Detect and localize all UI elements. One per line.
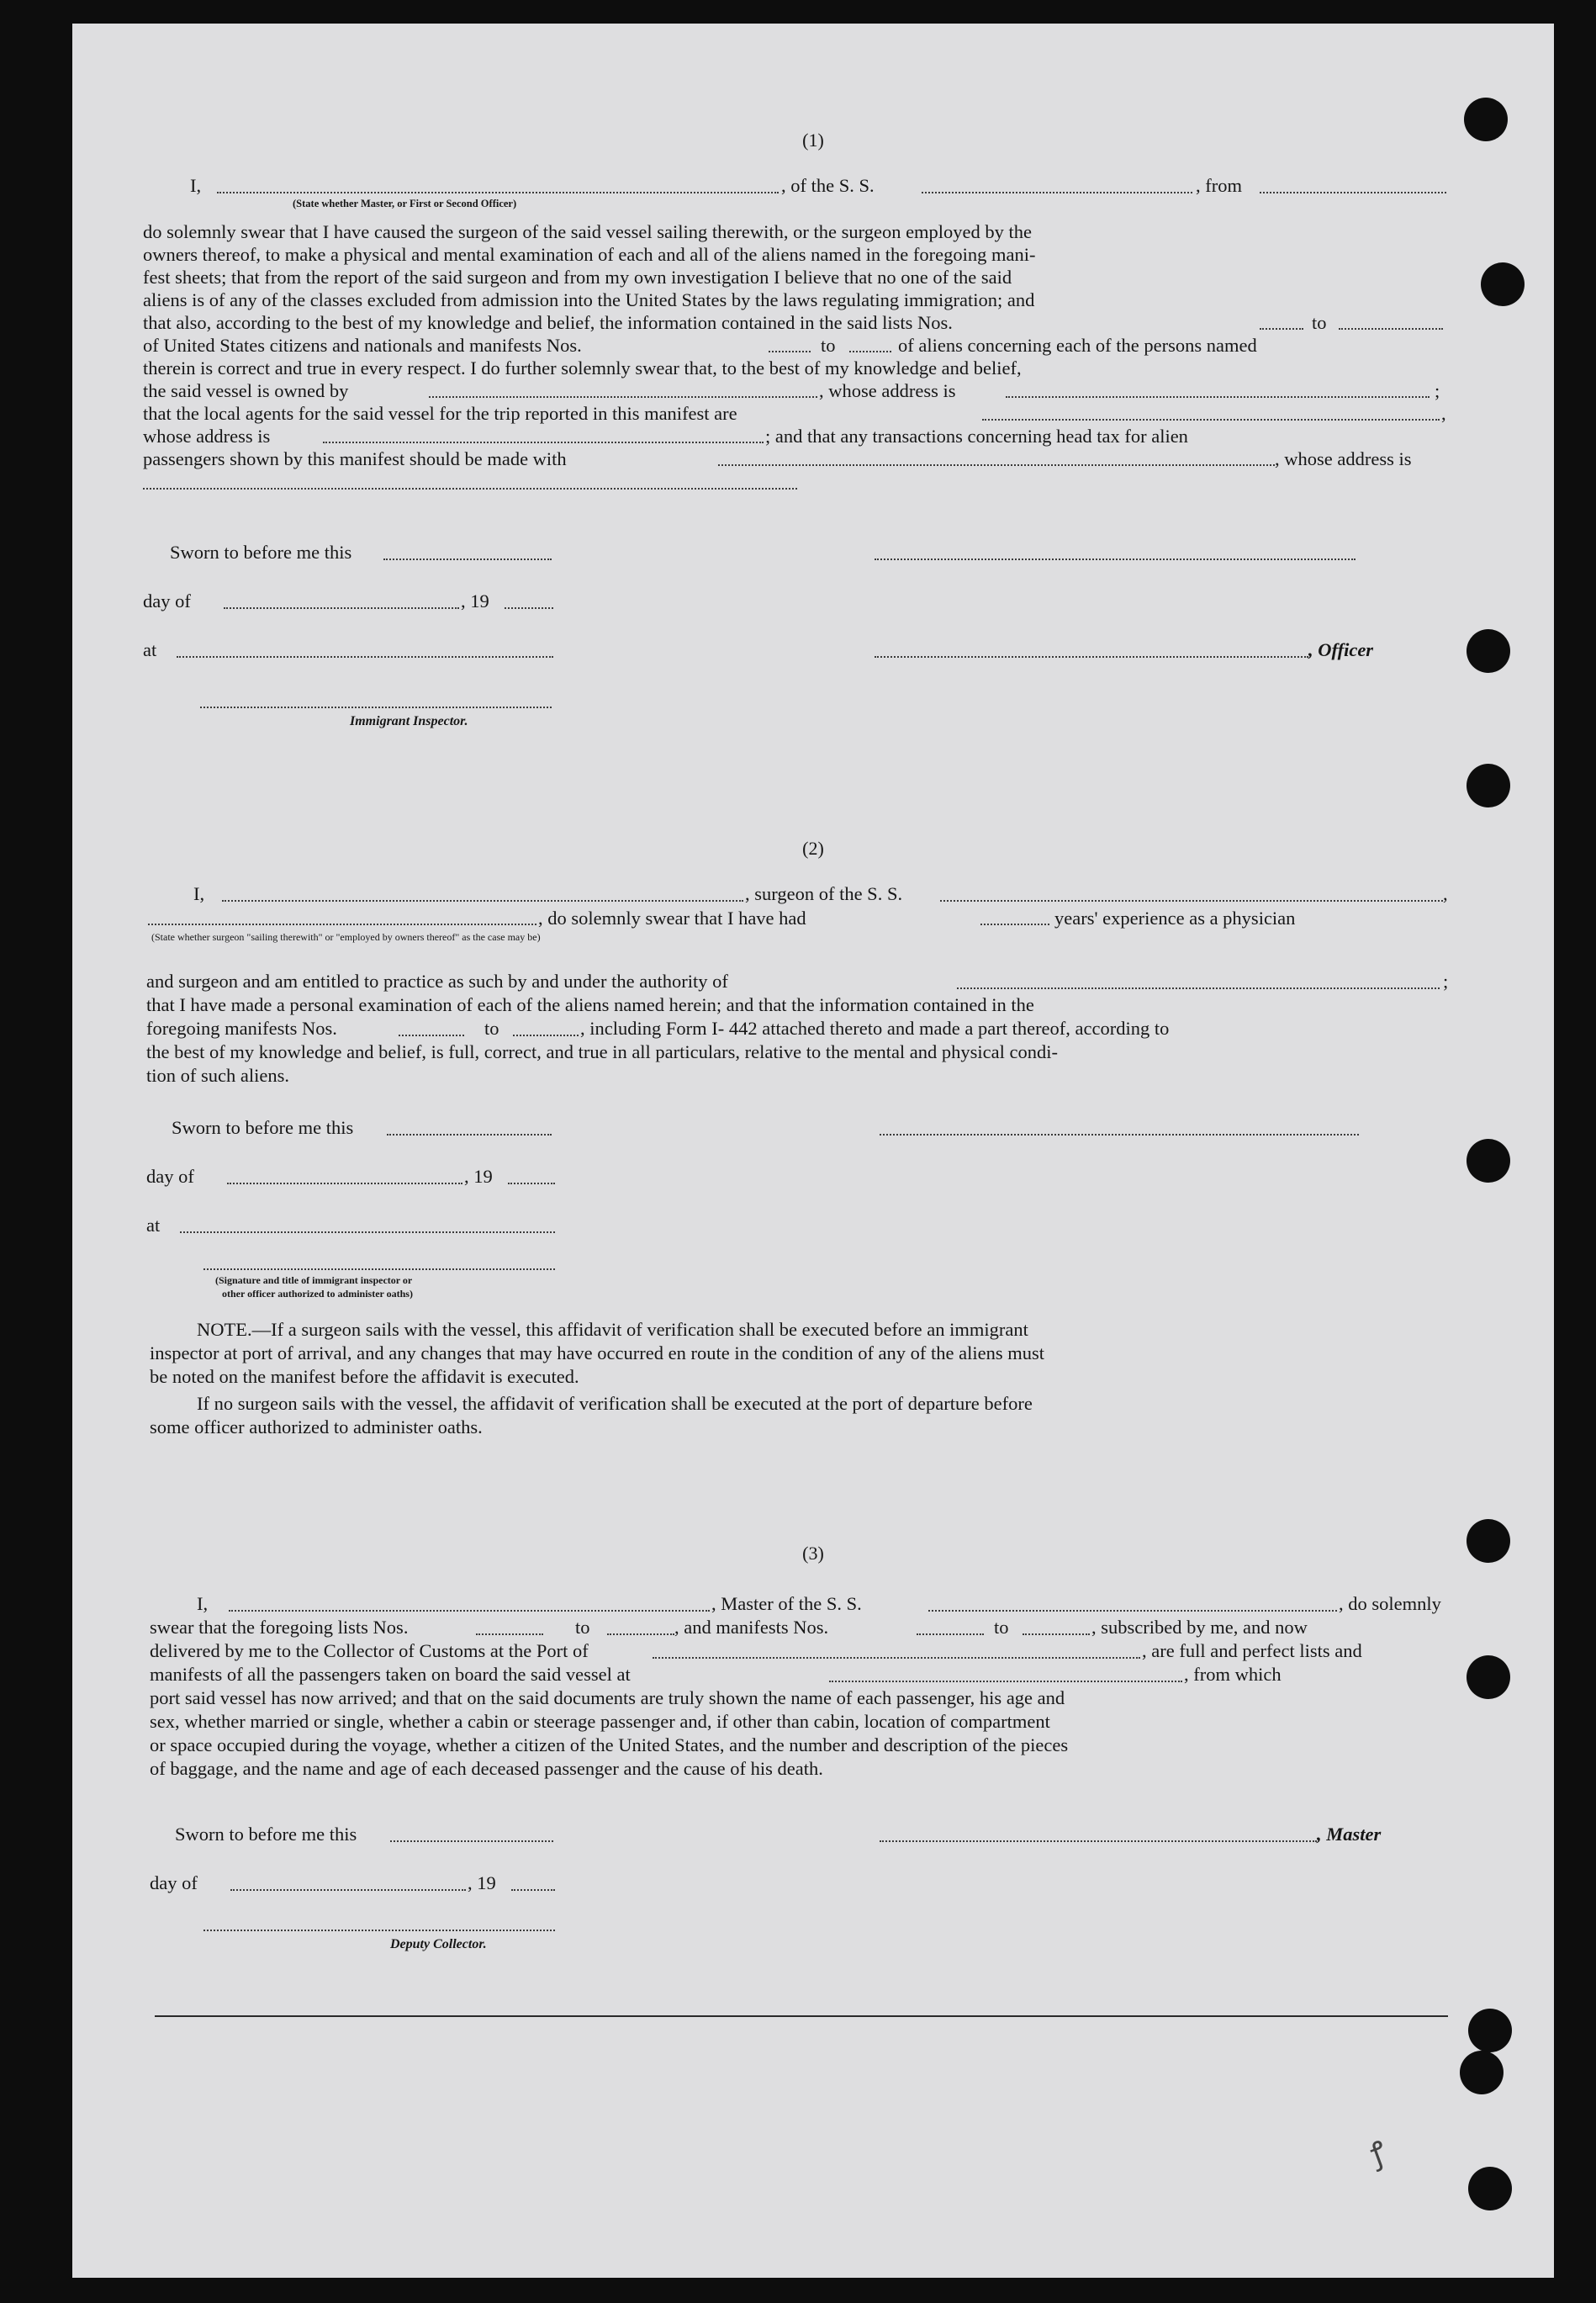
s1-body-line-7: therein is correct and true in every respect. I do further solemnly swear that, to the best of my knowledge and belief, (143, 357, 1022, 379)
s1-agents-address-field[interactable] (323, 442, 764, 443)
s3-day-field[interactable] (230, 1889, 466, 1891)
binder-hole-4 (1467, 764, 1510, 807)
s1-owner-field[interactable] (429, 396, 817, 398)
s1-agents-field[interactable] (982, 419, 1440, 421)
s1-whose-address-2: whose address is (143, 426, 271, 447)
s1-sworn-field[interactable] (383, 559, 552, 560)
s2-year-field[interactable] (508, 1183, 555, 1184)
s1-lists-from-field[interactable] (1260, 328, 1303, 330)
s1-body-line-4: aliens is of any of the classes excluded from admission into the United States by the laws regulating immigration; and (143, 289, 1035, 310)
binder-hole-5 (1467, 1139, 1510, 1183)
s1-officer-sign-field[interactable] (875, 656, 1308, 658)
s2-inspector-field[interactable] (203, 1268, 555, 1270)
s1-officer-field[interactable] (217, 192, 779, 193)
s1-body-line-2: owners thereof, to make a physical and mental examination of each and all of the aliens named in the foregoing mani- (143, 244, 1036, 265)
s2-comma: , (1443, 883, 1448, 904)
manifest-verification-page (72, 24, 1554, 2278)
s2-years: years' experience as a physician (1054, 908, 1296, 929)
section-1-heading: (1) (802, 130, 824, 151)
section-3-heading: (3) (802, 1543, 824, 1564)
s2-i-label: I, (193, 883, 205, 904)
s1-inspector-field[interactable] (200, 707, 552, 708)
note-p1-line-3: be noted on the manifest before the affidavit is executed. (150, 1366, 579, 1387)
s3-manifests-to-field[interactable] (1023, 1633, 1090, 1635)
s3-line2d: to (994, 1617, 1009, 1638)
s1-lists-to-field[interactable] (1339, 328, 1443, 330)
s1-ship-name-field[interactable] (922, 192, 1192, 193)
s1-from: , from (1196, 175, 1242, 196)
s3-master-sign-field[interactable] (880, 1840, 1317, 1842)
s1-passengers-line: passengers shown by this manifest should be made with (143, 448, 567, 469)
s1-officer-note: (State whether Master, or First or Second Officer) (293, 198, 517, 209)
s2-day-of: day of (146, 1166, 194, 1187)
s3-lists-to-field[interactable] (607, 1633, 674, 1635)
s3-line4b: , from which (1184, 1664, 1282, 1685)
s2-years-field[interactable] (980, 924, 1049, 925)
s1-at: at (143, 639, 157, 660)
s2-ship-field[interactable] (940, 900, 1443, 902)
s1-year: , 19 (461, 590, 489, 611)
s3-body-4: of baggage, and the name and age of each deceased passenger and the cause of his death. (150, 1758, 823, 1779)
s1-sworn: Sworn to before me this (170, 542, 352, 563)
s3-departure-field[interactable] (829, 1681, 1182, 1682)
s1-head-tax-field[interactable] (718, 464, 1275, 466)
s1-owner-address-field[interactable] (1006, 396, 1430, 398)
s1-manifests-from-field[interactable] (769, 351, 811, 352)
s3-i-label: I, (197, 1593, 209, 1614)
s3-line2c: , and manifests Nos. (674, 1617, 829, 1638)
s3-line2a: swear that the foregoing lists Nos. (150, 1617, 409, 1638)
s3-line3a: delivered by me to the Collector of Customs at the Port of (150, 1640, 589, 1661)
s2-year: , 19 (464, 1166, 493, 1187)
s1-manifests-to: to (821, 335, 836, 356)
s2-sig-note-2: other officer authorized to administer oaths) (222, 1288, 413, 1300)
handwritten-mark: ꝭ (1366, 2135, 1392, 2173)
note-p2-line-2: some officer authorized to administer oaths. (150, 1416, 483, 1437)
s1-lists-to: to (1312, 312, 1327, 333)
s2-surgeon-name-field[interactable] (222, 900, 743, 902)
s3-master-label: , Master (1317, 1824, 1382, 1845)
s1-owned-by: the said vessel is owned by (143, 380, 349, 401)
s1-aliens-tail: of aliens concerning each of the persons named (898, 335, 1257, 356)
s3-sworn: Sworn to before me this (175, 1824, 357, 1845)
s2-day-field[interactable] (227, 1183, 462, 1184)
note-p1-line-1: NOTE.—If a surgeon sails with the vessel, this affidavit of verification shall be executed before an immigrant (197, 1319, 1028, 1340)
s3-master-name-field[interactable] (229, 1610, 710, 1612)
s2-sworn-field[interactable] (387, 1134, 552, 1136)
s2-sailing-field[interactable] (148, 924, 536, 925)
s1-body-line-6: of United States citizens and nationals and manifests Nos. (143, 335, 582, 356)
s3-line4a: manifests of all the passengers taken on board the said vessel at (150, 1664, 631, 1685)
s3-manifests-from-field[interactable] (917, 1633, 984, 1635)
s1-head-tax-address-field[interactable] (143, 488, 797, 490)
s1-of-ss: , of the S. S. (781, 175, 875, 196)
s3-solemnly: , do solemnly (1339, 1593, 1441, 1614)
s3-line3b: , are full and perfect lists and (1142, 1640, 1362, 1661)
s3-body-2: sex, whether married or single, whether a cabin or steerage passenger and, if other than cabin, location of compartment (150, 1711, 1050, 1732)
s3-year-field[interactable] (511, 1889, 555, 1891)
s2-signature-field[interactable] (880, 1134, 1359, 1136)
binder-hole-2 (1481, 262, 1525, 306)
s3-collector-label: Deputy Collector. (390, 1937, 487, 1951)
s2-body-3a: foregoing manifests Nos. (146, 1018, 337, 1039)
s2-at: at (146, 1215, 161, 1236)
s3-collector-field[interactable] (203, 1930, 555, 1931)
s1-day-field[interactable] (224, 607, 459, 609)
s2-note: (State whether surgeon "sailing therewith" or "employed by owners thereof" as the case may be) (151, 931, 541, 943)
s2-surgeon-of: , surgeon of the S. S. (745, 883, 903, 904)
s1-manifests-to-field[interactable] (849, 351, 891, 352)
s3-year: , 19 (468, 1872, 496, 1893)
s3-body-3: or space occupied during the voyage, whether a citizen of the United States, and the number and description of the pieces (150, 1734, 1069, 1755)
s3-lists-from-field[interactable] (476, 1633, 543, 1635)
s2-semicolon: ; (1443, 971, 1449, 992)
s1-semicolon-1: ; (1435, 380, 1440, 401)
s1-body-line-1: do solemnly swear that I have caused the surgeon of the said vessel sailing therewith, or the surgeon employed by the (143, 221, 1033, 242)
s2-body-5: tion of such aliens. (146, 1065, 289, 1086)
s2-body-2: that I have made a personal examination of each of the aliens named herein; and that the information contained in the (146, 994, 1034, 1015)
s1-whose-address-end: , whose address is (1275, 448, 1412, 469)
s2-body-3b: to (484, 1018, 499, 1039)
s1-day-of: day of (143, 590, 191, 611)
binder-hole-8 (1468, 2009, 1512, 2052)
s1-body-line-3: fest sheets; that from the report of the said surgeon and from my own investigation I believe that no one of the said (143, 267, 1012, 288)
binder-hole-9 (1460, 2051, 1504, 2094)
s3-body-1: port said vessel has now arrived; and that on the said documents are truly shown the name of each passenger, his age and (150, 1687, 1065, 1708)
note-p1-line-2: inspector at port of arrival, and any changes that may have occurred en route in the condition of any of the aliens must (150, 1342, 1045, 1363)
note-p2-line-1: If no surgeon sails with the vessel, the affidavit of verification shall be executed at the port of departure before (197, 1393, 1033, 1414)
binder-hole-3 (1467, 629, 1510, 673)
s3-line2b: to (575, 1617, 590, 1638)
s3-port-field[interactable] (653, 1657, 1140, 1659)
s1-transactions: ; and that any transactions concerning head tax for alien (765, 426, 1188, 447)
s2-sig-note-1: (Signature and title of immigrant inspector or (215, 1274, 413, 1286)
s2-sworn: Sworn to before me this (172, 1117, 354, 1138)
s2-at-field[interactable] (180, 1231, 555, 1233)
s1-signature-field[interactable] (875, 559, 1356, 560)
s1-comma-1: , (1441, 403, 1446, 424)
s1-agents-line: that the local agents for the said vessel for the trip reported in this manifest are (143, 403, 737, 424)
s1-year-field[interactable] (505, 607, 553, 609)
s2-authority-field[interactable] (957, 987, 1440, 989)
s1-inspector-label: Immigrant Inspector. (350, 714, 468, 728)
binder-hole-7 (1467, 1655, 1510, 1699)
binder-hole-10 (1468, 2167, 1512, 2210)
s2-manifests-from-field[interactable] (399, 1035, 464, 1036)
s1-body-line-5: that also, according to the best of my knowledge and belief, the information contained in the said lists Nos. (143, 312, 953, 333)
s1-at-field[interactable] (177, 656, 553, 658)
s3-line2e: , subscribed by me, and now (1091, 1617, 1308, 1638)
s3-ship-field[interactable] (928, 1610, 1337, 1612)
section-2-heading: (2) (802, 838, 824, 859)
bottom-rule (155, 2015, 1448, 2017)
s1-whose-address: , whose address is (819, 380, 956, 401)
s2-body-3c: , including Form I- 442 attached thereto and made a part thereof, according to (580, 1018, 1170, 1039)
s3-sworn-field[interactable] (390, 1840, 553, 1842)
s3-day-of: day of (150, 1872, 198, 1893)
s1-i-label: I, (190, 175, 202, 196)
s3-master-of: , Master of the S. S. (711, 1593, 862, 1614)
s2-body-4: the best of my knowledge and belief, is full, correct, and true in all particulars, relative to the mental and physical condi- (146, 1041, 1059, 1062)
s1-officer-label: , Officer (1308, 639, 1374, 660)
s2-body-1: and surgeon and am entitled to practice as such by and under the authority of (146, 971, 728, 992)
s1-from-port-field[interactable] (1260, 192, 1446, 193)
s2-swear: , do solemnly swear that I have had (538, 908, 806, 929)
s2-manifests-to-field[interactable] (513, 1035, 579, 1036)
